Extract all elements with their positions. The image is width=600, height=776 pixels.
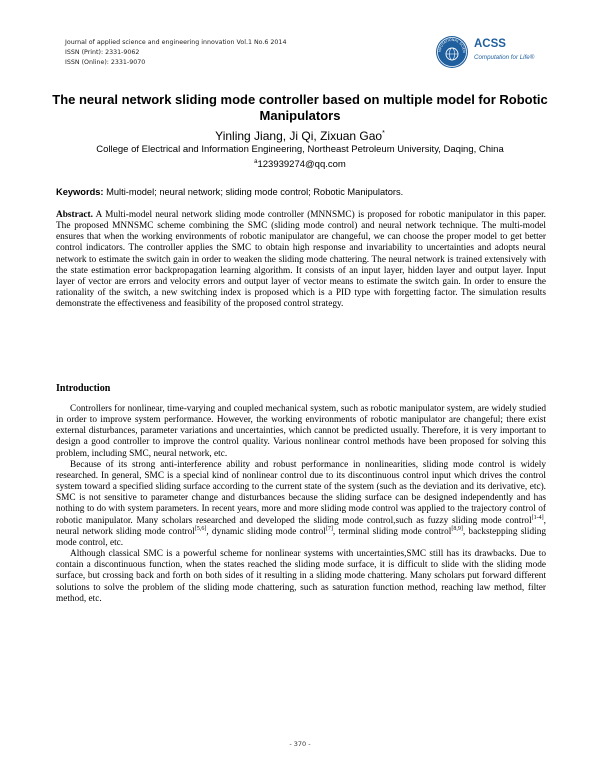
journal-info (65, 38, 286, 68)
paragraph: Controllers for nonlinear, time-varying and coupled mechanical system, such as robotic manipulator system, are widely studied in order to improve system performance. However, the working environments of robotic manipulator are changeful; there exist external disturbances, parameter variations and uncertainties, which cannot be predicted usually. Therefore, it is very important to design a good controller to improve the control quality. Various nonlinear control methods have been proposed for solving this problem, including SMC, neural network, etc. (56, 404, 546, 459)
corresponding-email: $^a$123939274@qq.com (254, 159, 346, 171)
journal-citation: Journal of applied science and engineering innovation Vol.1 No.6 2014 (65, 39, 287, 46)
paragraph: Although classical SMC is a powerful scheme for nonlinear systems with uncertainties,SMC still has its drawbacks. Due to contain a discontinuous function, when the states reached the sliding mode surface, it is difficult to slide with the sliding mode surface, but crossing back and forth on both sides of it resulting in a sliding mode chattering. Many scholars put forward different solutions to solve the problem of the sliding mode chattering, such as saturation function method, reaching law method, filter method, etc. (56, 549, 546, 604)
paragraph: Because of its strong anti-interference ability and robust performance in nonlinearities, sliding mode control is widely researched. In general, SMC is a special kind of nonlinear control due to its discontinuous control input which drives the control system toward a specified sliding surface according to the current state of the system (such as the deviation and its derivative, etc). SMC is not sensitive to parameter change and disturbances because the sliding surface can be designed independently and has nothing to do with system parameters. In recent years, more and more sliding mode control was applied to the trajectory control of robotic manipulator. Many scholars researched and developed the sliding mode control,such as fuzzy sliding mode control[1-4], neural network sliding mode control[5,6], dynamic sliding mode control[7], terminal sliding mode control[8,9], backstepping sliding mode control, etc. (56, 459, 547, 548)
abstract (56, 210, 546, 310)
affiliation-institution: College of Electrical and Information Engineering, Northeast Petroleum University, Daqing, China (96, 144, 504, 155)
citation-ref: [1-4] (531, 514, 544, 521)
journal-issn-print: ISSN (Print): 2331-9062 (65, 49, 140, 56)
publisher-tagline: Computation for Life® (474, 54, 535, 61)
publisher-logo (436, 36, 566, 70)
citation-ref: [8,9] (451, 525, 463, 532)
affiliation (40, 143, 560, 171)
introduction-body (56, 404, 546, 605)
citation-ref: [7] (325, 525, 333, 532)
keywords-text: Multi-model; neural network; sliding mode control; Robotic Manipulators. (106, 187, 404, 197)
journal-issn-online: ISSN (Online): 2331-9070 (65, 59, 146, 66)
page-number: - 370 - (289, 740, 311, 748)
acss-emblem-icon (436, 36, 468, 68)
paper-title: The neural network sliding mode controller based on multiple model for Robotic Manipulators (52, 92, 548, 123)
svg-text:COMPUTATIONAL SCIENCE: MPUTATIONAL SCIEN (437, 37, 467, 53)
section-heading-introduction: Introduction (56, 383, 111, 394)
abstract-text: A Multi-model neural network sliding mode controller (MNNSMC) is proposed for robotic manipulator in this paper. The proposed MNNSMC scheme combining the SMC (sliding mode control) and neural network technique. The multi-model ensures that when the working environments of robotic manipulator are changeful, we can choose the proper model to get better control indicators. The controller applies the SMC to obtain high response and invariability to uncertainties and adopts neural network to estimate the switch gain in order to weaken the sliding mode chattering. The neural network is trained extensively with the state estimation error backpropagation learning algorithm. It consists of an input layer, hidden layer and output layer. Input layer of vector are errors and velocity errors and output layer of vector means to estimate the switch gain. In order to ensure the rationality of the switch, a new switching index is proposed which is a PID type with forgetting factor. The simulation results demonstrate the effectiveness and feasibility of the proposed control strategy. (56, 210, 547, 310)
author-list: Yinling Jiang, Ji Qi, Zixuan Gao* (215, 129, 385, 143)
citation-ref: [5,6] (194, 525, 207, 532)
keywords (56, 186, 546, 198)
publisher-name: ACSS (474, 38, 506, 50)
abstract-label: Abstract. (56, 210, 93, 220)
keywords-label: Keywords: (56, 187, 104, 197)
